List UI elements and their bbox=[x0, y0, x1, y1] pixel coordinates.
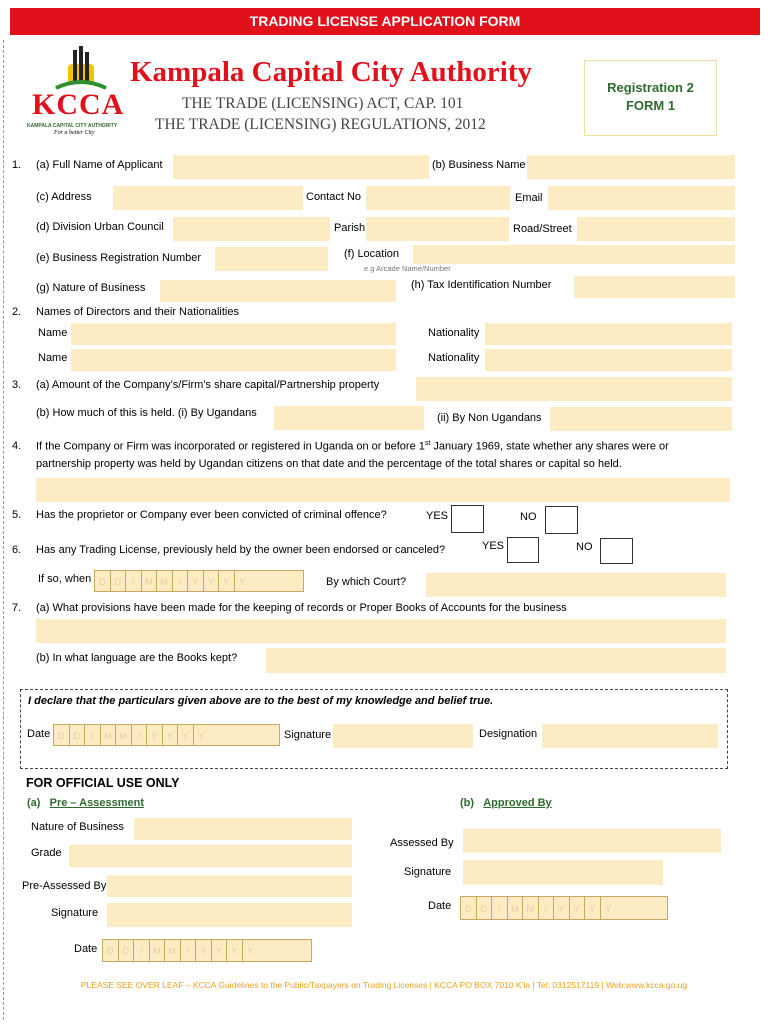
date-cell: D bbox=[103, 940, 119, 961]
date-cell: M bbox=[165, 940, 181, 961]
official-nature-label: Nature of Business bbox=[31, 821, 124, 833]
date-cell: Y bbox=[163, 725, 179, 745]
q4-answer-field[interactable] bbox=[36, 478, 730, 502]
director-nationality-field[interactable] bbox=[485, 349, 732, 371]
designation-label: Designation bbox=[479, 728, 538, 740]
approval-signature-label: Signature bbox=[404, 866, 452, 878]
date-cell: / bbox=[85, 725, 101, 745]
date-cell: Y bbox=[227, 940, 243, 961]
pre-assessment-date-field[interactable] bbox=[102, 939, 312, 962]
division-label: (d) Division Urban Council bbox=[36, 221, 164, 233]
date-cell: Y bbox=[554, 897, 570, 919]
grade-field[interactable] bbox=[69, 845, 352, 867]
road-field[interactable] bbox=[577, 217, 735, 241]
full-name-field[interactable] bbox=[173, 155, 429, 179]
date-cell: / bbox=[181, 940, 197, 961]
nature-of-business-label: (g) Nature of Business bbox=[36, 282, 146, 294]
act-title: THE TRADE (LICENSING) ACT, CAP. 101 bbox=[182, 95, 464, 112]
date-cell: Y bbox=[605, 904, 612, 914]
declaration-date-field[interactable] bbox=[53, 724, 280, 746]
q6-yes-label: YES bbox=[482, 540, 505, 552]
date-cell: Y bbox=[212, 940, 228, 961]
q3-number: 3. bbox=[12, 379, 22, 391]
q4-text-line1b: January 1969, state whether any shares were or bbox=[430, 440, 669, 453]
registration-number-label: (e) Business Registration Number bbox=[36, 252, 202, 264]
parish-label: Parish bbox=[334, 222, 366, 234]
date-cell: M bbox=[523, 897, 539, 919]
business-name-field[interactable] bbox=[527, 155, 735, 179]
city-tower-icon bbox=[26, 46, 136, 94]
date-cell: Y bbox=[198, 731, 205, 741]
q6-number: 6. bbox=[12, 544, 22, 556]
approved-by-title: Approved By bbox=[483, 797, 552, 809]
registration-box bbox=[584, 60, 717, 136]
date-cell: Y bbox=[247, 946, 254, 956]
director-name-field[interactable] bbox=[71, 349, 396, 371]
q5-number: 5. bbox=[12, 509, 22, 521]
q6-yes-checkbox[interactable] bbox=[507, 537, 539, 563]
pre-assessment-heading bbox=[27, 797, 144, 809]
logo-tagline: For a better City bbox=[54, 130, 95, 136]
approved-by-prefix: (b) bbox=[460, 797, 475, 809]
date-cell: Y bbox=[239, 577, 246, 587]
date-cell: / bbox=[132, 725, 148, 745]
q1-number: 1. bbox=[12, 159, 22, 171]
left-dashed-guide bbox=[3, 40, 4, 1020]
registration-label: Registration 2 bbox=[607, 80, 694, 95]
logo-subtitle: KAMPALA CAPITAL CITY AUTHORITY bbox=[27, 123, 118, 129]
share-capital-field[interactable] bbox=[416, 377, 732, 401]
location-label: (f) Location bbox=[344, 248, 400, 260]
email-label: Email bbox=[515, 192, 543, 204]
declaration-signature-label: Signature bbox=[284, 729, 332, 741]
share-capital-label: (a) Amount of the Company’s/Firm’s share capital/Partnership property bbox=[36, 379, 380, 391]
q2-number: 2. bbox=[12, 306, 22, 318]
q4-text-line1 bbox=[36, 440, 669, 453]
pre-assessed-by-label: Pre-Assessed By bbox=[22, 880, 107, 892]
form-title-banner: TRADING LICENSE APPLICATION FORM bbox=[10, 8, 760, 35]
form-number: FORM 1 bbox=[625, 98, 676, 113]
declaration-signature-field[interactable] bbox=[333, 724, 473, 748]
tin-field[interactable] bbox=[574, 276, 735, 298]
address-label: (c) Address bbox=[36, 191, 92, 203]
date-cell: Y bbox=[188, 571, 204, 591]
director-name-field[interactable] bbox=[71, 323, 396, 345]
directors-label: Names of Directors and their Nationalities bbox=[36, 306, 239, 318]
director-name-label: Name bbox=[38, 327, 68, 339]
q6-date-field[interactable] bbox=[94, 570, 304, 592]
books-language-label: (b) In what language are the Books kept? bbox=[36, 652, 238, 664]
q6-no-checkbox[interactable] bbox=[600, 538, 633, 564]
held-by-non-ugandans-field[interactable] bbox=[550, 407, 732, 431]
director-nationality-label: Nationality bbox=[428, 327, 480, 339]
logo-wordmark: KCCA bbox=[32, 88, 125, 121]
location-field[interactable] bbox=[413, 245, 735, 264]
assessed-by-label: Assessed By bbox=[390, 837, 454, 849]
approval-date-label: Date bbox=[428, 900, 452, 912]
date-cell: / bbox=[173, 571, 189, 591]
regulations-title: THE TRADE (LICENSING) REGULATIONS, 2012 bbox=[155, 116, 486, 133]
road-label: Road/Street bbox=[513, 223, 572, 235]
grade-label: Grade bbox=[31, 847, 62, 859]
registration-number-field[interactable] bbox=[215, 247, 328, 271]
pre-assessed-by-field[interactable] bbox=[107, 875, 352, 897]
date-cell: M bbox=[116, 725, 132, 745]
q4-text-line2: partnership property was held by Ugandan citizens on that date and the percentage of the total shares or capital so held. bbox=[36, 458, 622, 470]
declaration-date-label: Date bbox=[27, 728, 51, 740]
q4-text-line1a: If the Company or Firm was incorporated or registered in Uganda on or before 1 bbox=[36, 440, 425, 453]
date-cell: M bbox=[508, 897, 524, 919]
q4-number: 4. bbox=[12, 440, 22, 452]
pre-assessment-prefix: (a) bbox=[27, 797, 41, 809]
pre-assessment-signature-field[interactable] bbox=[107, 903, 352, 927]
date-cell: / bbox=[134, 940, 150, 961]
official-use-title: FOR OFFICIAL USE ONLY bbox=[26, 776, 180, 790]
pre-assessment-date-label: Date bbox=[74, 943, 98, 955]
books-provision-field[interactable] bbox=[36, 619, 726, 643]
division-field[interactable] bbox=[173, 217, 330, 241]
nature-of-business-field[interactable] bbox=[160, 280, 396, 302]
date-cell: / bbox=[539, 897, 555, 919]
footer-text: PLEASE SEE OVER LEAF – KCCA Guidelines to the Public/Taxpayers on Trading Licenses | KCCA PO BOX 7010 K’la | Tel: 0312517119 | Web:www.kcca.go.ug bbox=[80, 980, 688, 990]
held-by-ugandans-field[interactable] bbox=[274, 406, 424, 430]
date-cell: D bbox=[119, 940, 135, 961]
q5-yes-checkbox[interactable] bbox=[451, 505, 484, 533]
books-language-field[interactable] bbox=[266, 648, 726, 673]
date-cell: Y bbox=[196, 940, 212, 961]
email-field[interactable] bbox=[548, 186, 735, 210]
contact-label: Contact No bbox=[306, 191, 362, 203]
pre-assessment-signature-label: Signature bbox=[51, 907, 99, 919]
date-cell: M bbox=[101, 725, 117, 745]
location-hint: e.g Arcade Name/Number bbox=[364, 264, 451, 273]
assessed-by-field[interactable] bbox=[463, 829, 721, 853]
date-cell: D bbox=[461, 897, 477, 919]
date-cell: M bbox=[142, 571, 158, 591]
if-so-when-label: If so, when bbox=[38, 573, 92, 585]
org-title: Kampala Capital City Authority bbox=[130, 56, 532, 88]
business-name-label: (b) Business Name bbox=[432, 159, 526, 171]
official-nature-field[interactable] bbox=[134, 818, 352, 840]
date-cell: D bbox=[95, 571, 111, 591]
director-nationality-label: Nationality bbox=[428, 352, 480, 364]
address-field[interactable] bbox=[113, 186, 303, 210]
date-cell: Y bbox=[219, 571, 235, 591]
approved-by-heading bbox=[460, 797, 552, 809]
declaration-text: I declare that the particulars given above are to the best of my knowledge and belief true. bbox=[28, 695, 494, 707]
date-cell: / bbox=[126, 571, 142, 591]
approval-date-field[interactable] bbox=[460, 896, 668, 920]
date-cell: Y bbox=[178, 725, 194, 745]
date-cell: D bbox=[111, 571, 127, 591]
date-cell: Y bbox=[585, 897, 601, 919]
date-cell: M bbox=[150, 940, 166, 961]
pre-assessment-title: Pre – Assessment bbox=[49, 797, 144, 809]
held-by-non-ugandans-label: (ii) By Non Ugandans bbox=[437, 412, 542, 424]
date-cell: D bbox=[70, 725, 86, 745]
date-cell: M bbox=[157, 571, 173, 591]
q6-no-label: NO bbox=[576, 541, 593, 553]
date-cell: Y bbox=[147, 725, 163, 745]
q5-no-checkbox[interactable] bbox=[545, 506, 578, 534]
date-cell: / bbox=[492, 897, 508, 919]
date-cell: D bbox=[477, 897, 493, 919]
parish-field[interactable] bbox=[366, 217, 509, 241]
q5-yes-label: YES bbox=[426, 510, 449, 522]
which-court-label: By which Court? bbox=[326, 576, 407, 588]
q7-number: 7. bbox=[12, 602, 22, 614]
director-name-label: Name bbox=[38, 352, 68, 364]
q4-superscript: st bbox=[424, 440, 431, 447]
q5-no-label: NO bbox=[520, 511, 537, 523]
director-nationality-field[interactable] bbox=[485, 323, 732, 345]
held-by-ugandans-label: (b) How much of this is held. (i) By Ugandans bbox=[36, 407, 257, 419]
kcca-logo bbox=[26, 46, 136, 146]
full-name-label: (a) Full Name of Applicant bbox=[36, 159, 163, 171]
tin-label: (h) Tax Identification Number bbox=[411, 279, 552, 291]
date-cell: Y bbox=[570, 897, 586, 919]
criminal-offence-label: Has the proprietor or Company ever been convicted of criminal offence? bbox=[36, 509, 387, 521]
books-provision-label: (a) What provisions have been made for the keeping of records or Proper Books of Accounts for the business bbox=[36, 602, 567, 614]
approval-signature-field[interactable] bbox=[463, 860, 663, 885]
date-cell: Y bbox=[204, 571, 220, 591]
license-endorsed-label: Has any Trading License, previously held by the owner been endorsed or canceled? bbox=[36, 544, 446, 556]
contact-field[interactable] bbox=[366, 186, 510, 210]
which-court-field[interactable] bbox=[426, 573, 726, 597]
date-cell: D bbox=[54, 725, 70, 745]
designation-field[interactable] bbox=[542, 724, 718, 748]
